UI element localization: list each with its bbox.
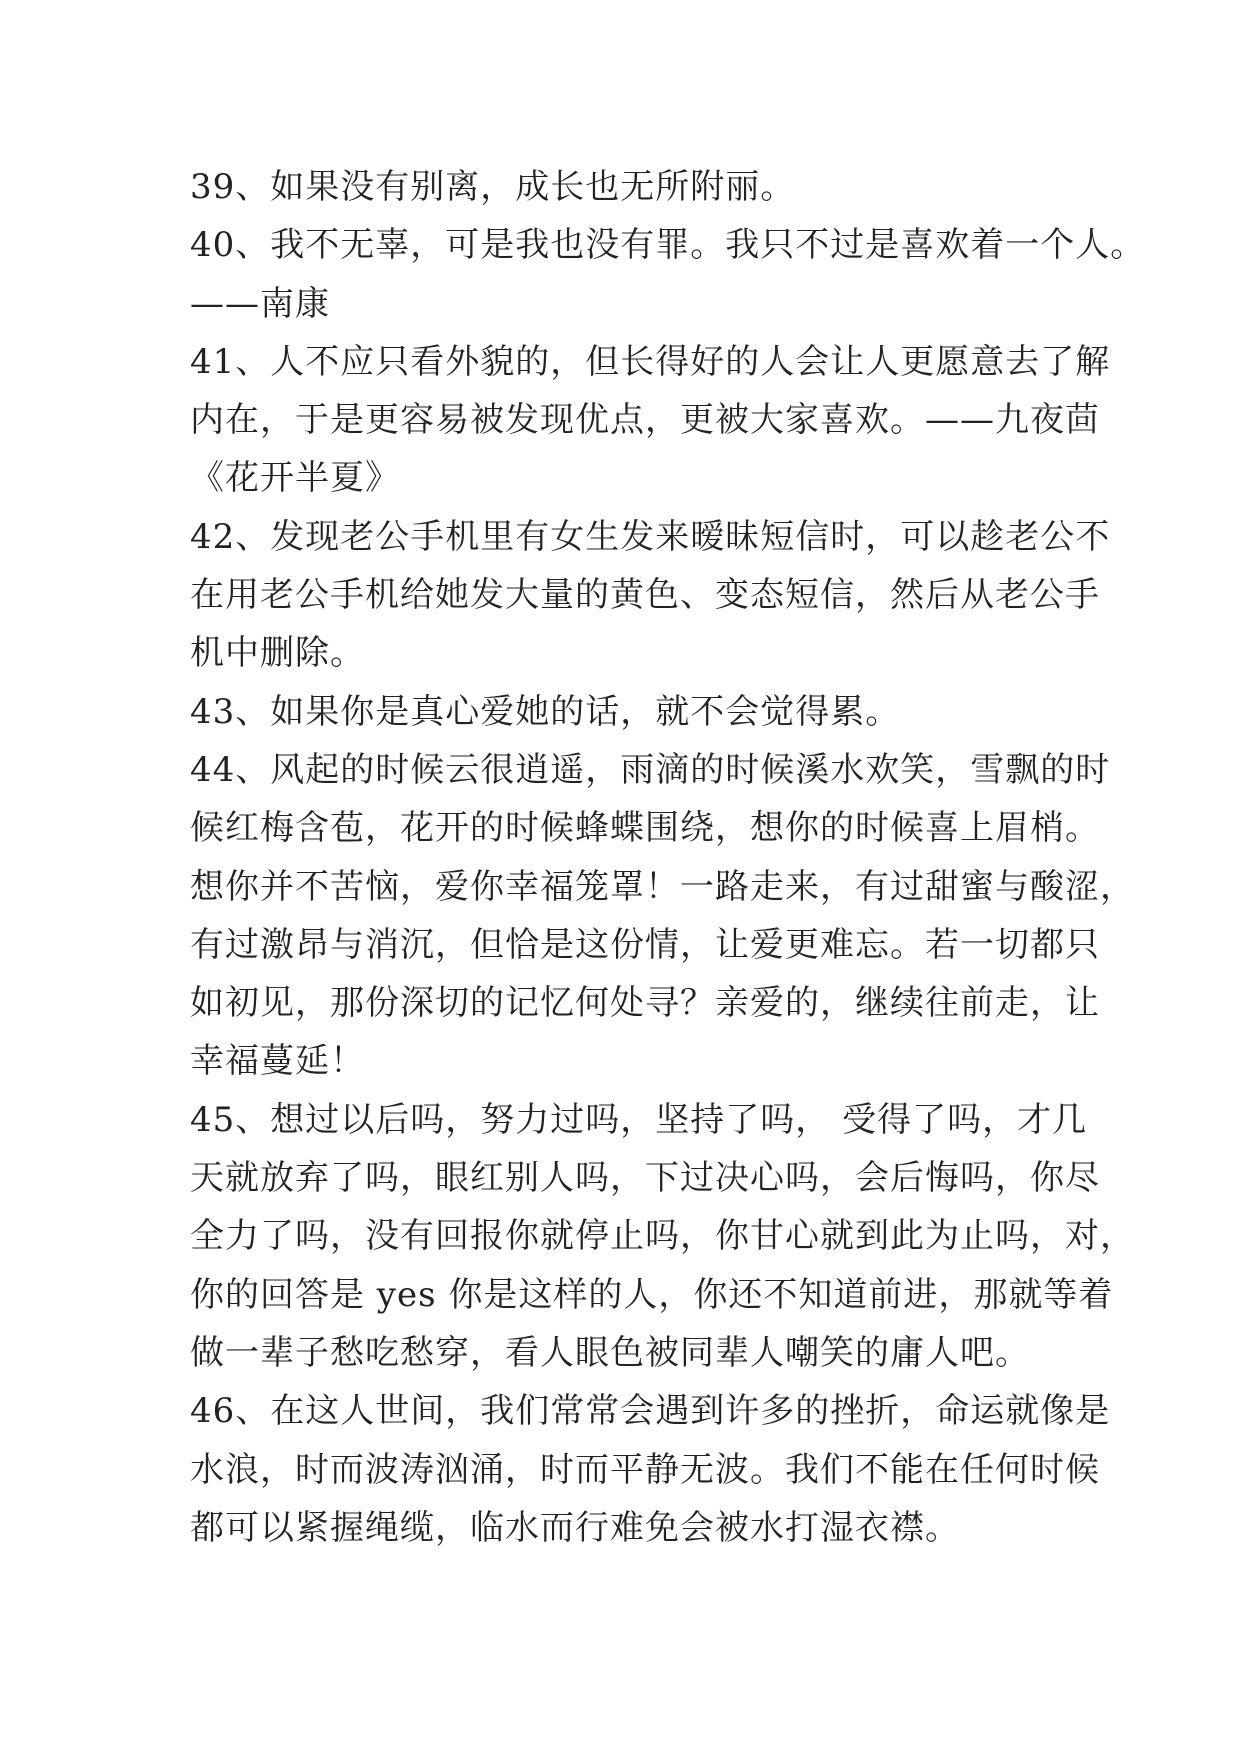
text-line: 内在，于是更容易被发现优点，更被大家喜欢。——九夜茴 [190, 400, 1100, 441]
text-line: 全力了吗，没有回报你就停止吗，你甘心就到此为止吗，对， [190, 1216, 1135, 1257]
text-line: 45、想过以后吗，努力过吗，坚持了吗， 受得了吗，才几 [190, 1099, 1088, 1140]
text-line: 做一辈子愁吃愁穿，看人眼色被同辈人嘲笑的庸人吧。 [190, 1332, 1030, 1373]
text-line: 46、在这人世间，我们常常会遇到许多的挫折，命运就像是 [190, 1391, 1111, 1432]
text-line: 幸福蔓延！ [190, 1041, 365, 1082]
text-line: 候红梅含苞，花开的时候蜂蝶围绕，想你的时候喜上眉梢。 [190, 808, 1100, 849]
text-line: 40、我不无辜，可是我也没有罪。我只不过是喜欢着一个人。 [190, 225, 1146, 266]
document-body [190, 158, 1146, 1557]
text-line: 39、如果没有别离，成长也无所附丽。 [190, 167, 796, 207]
text-line: 天就放弃了吗，眼红别人吗，下过决心吗，会后悔吗，你尽 [190, 1158, 1100, 1199]
text-line: 都可以紧握绳缆，临水而行难免会被水打湿衣襟。 [190, 1507, 960, 1548]
text-line: 想你并不苦恼，爱你幸福笼罩！一路走来，有过甜蜜与酸涩， [190, 866, 1135, 907]
text-line: 《花开半夏》 [190, 458, 400, 499]
text-line: 41、人不应只看外貌的，但长得好的人会让人更愿意去了解 [190, 341, 1111, 382]
text-line: 在用老公手机给她发大量的黄色、变态短信，然后从老公手 [190, 575, 1100, 616]
text-line: ——南康 [190, 283, 330, 324]
text-line: 你的回答是 yes 你是这样的人，你还不知道前进，那就等着 [190, 1274, 1114, 1315]
text-line: 44、风起的时候云很逍遥，雨滴的时候溪水欢笑，雪飘的时 [190, 749, 1111, 790]
text-line: 机中删除。 [190, 633, 365, 674]
text-line: 43、如果你是真心爱她的话，就不会觉得累。 [190, 691, 901, 732]
text-line: 如初见，那份深切的记忆何处寻？亲爱的，继续往前走，让 [190, 983, 1100, 1024]
text-line: 42、发现老公手机里有女生发来暧昧短信时，可以趁老公不 [190, 516, 1111, 557]
text-line: 有过激昂与消沉，但恰是这份情，让爱更难忘。若一切都只 [190, 924, 1100, 965]
text-line: 水浪，时而波涛汹涌，时而平静无波。我们不能在任何时候 [190, 1449, 1100, 1490]
